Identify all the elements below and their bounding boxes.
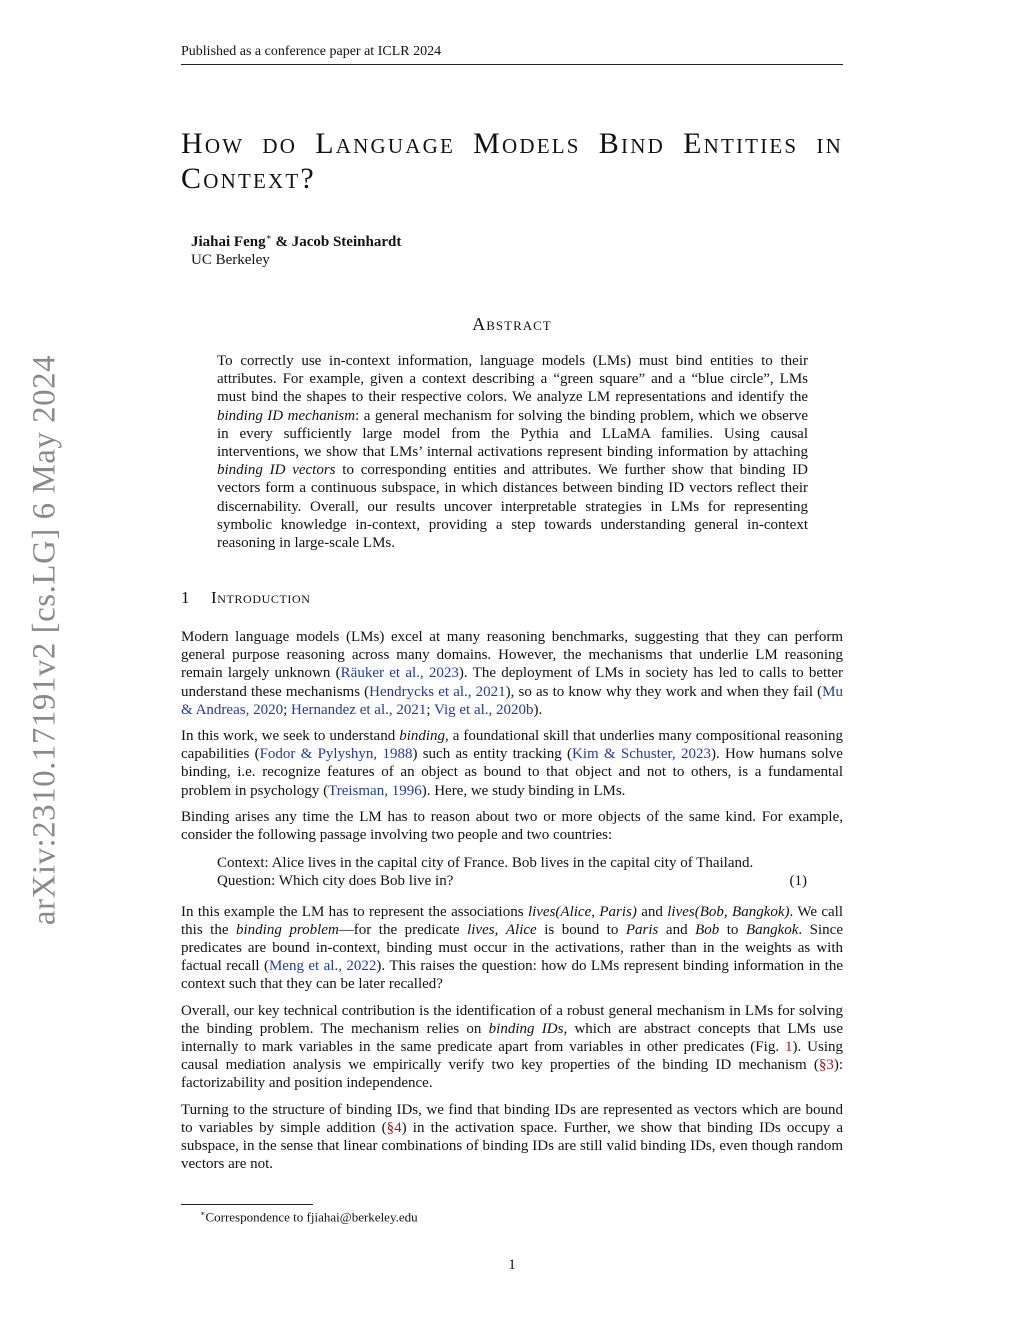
paragraph: In this example the LM has to represent the associations lives(Alice, Paris) and lives(Bob, Bangkok). We call this the binding problem—for the predicate lives, Alice is bound to Paris and Bob to Bangkok. Since predicates are bound in-context, binding must occur in the activations, rather than in the weights as with factual recall (Meng et al., 2022). This raises the question: how do LMs represent binding information in the context such that they can be later recalled? (181, 903, 844, 993)
example-passage (217, 854, 807, 890)
footnote-marker[interactable]: ∗ (265, 232, 272, 242)
running-header: Published as a conference paper at ICLR 2024 (181, 44, 843, 65)
section-title: Introduction (211, 588, 311, 607)
figure-ref-link[interactable]: 1 (784, 1039, 793, 1056)
example-question: Question: Which city does Bob live in? (217, 873, 454, 890)
introduction-body (181, 628, 843, 1181)
paragraph: Modern language models (LMs) excel at many reasoning benchmarks, suggesting that they can perform general purpose reasoning across many domains. However, the mechanisms that underlie LM reasoning remain largely unknown (Räuker et al., 2023). The deployment of LMs in society has led to calls to better understand these mechanisms (Hendrycks et al., 2021), so as to know why they work and when they fail (Mu & Andreas, 2020; Hernandez et al., 2021; Vig et al., 2020b). (181, 629, 843, 718)
footnote-divider (181, 1204, 313, 1205)
author-block (191, 228, 401, 269)
paragraph: Overall, our key technical contribution is the identification of a robust general mechanism in LMs for solving the binding problem. The mechanism relies on binding IDs, which are abstract concepts that LMs use internally to mark variables in the same predicate apart from variables in other predicates (Fig. 1). Using causal mediation analysis we empirically verify two key properties of the binding ID mechanism (§3): factorizability and position independence. (181, 1002, 844, 1092)
citation-link[interactable]: Fodor & Pylyshyn, 1988 (259, 746, 413, 763)
paper-title: How do Language Models Bind Entities in Context? (181, 127, 843, 195)
example-context: Context: Alice lives in the capital city of France. Bob lives in the capital city of Thailand. (217, 855, 754, 872)
paragraph: Binding arises any time the LM has to reason about two or more objects of the same kind. For example, consider the following passage involving two people and two countries: (181, 808, 843, 844)
author-name: Jacob Steinhardt (291, 234, 402, 250)
citation-link[interactable]: Räuker et al., 2023 (340, 665, 459, 682)
abstract-heading: Abstract (472, 314, 552, 334)
equation-number: (1) (789, 873, 807, 890)
section-number: 1 (181, 588, 191, 607)
section-heading (181, 588, 843, 608)
citation-link[interactable]: Meng et al., 2022 (268, 958, 377, 975)
paragraph: Turning to the structure of binding IDs, we find that binding IDs are represented as vectors which are bound to variables by simple addition (§4) in the activation space. Further, we show that binding IDs occupy a subspace, in the sense that linear combinations of binding IDs are still valid binding IDs, even though random vectors are not. (181, 1101, 843, 1173)
citation-link[interactable]: Mu & Andreas, 2020 (181, 683, 843, 718)
affiliation: UC Berkeley (191, 252, 270, 268)
page-number: 1 (508, 1257, 516, 1273)
section-ref-link[interactable]: §4 (386, 1119, 402, 1136)
author-name: Jiahai Feng (191, 234, 266, 250)
footnote-mark: ∗ (200, 1209, 206, 1218)
paragraph: In this work, we seek to understand binding, a foundational skill that underlies many compositional reasoning capabilities (Fodor & Pylyshyn, 1988) such as entity tracking (Kim & Schuster, 2023). How humans solve binding, i.e. recognize features of an object as bound to that object and not to others, is a fundamental problem in psychology (Treisman, 1996). Here, we study binding in LMs. (181, 728, 844, 799)
citation-link[interactable]: Vig et al., 2020b (434, 701, 534, 718)
citation-link[interactable]: Hernandez et al., 2021 (291, 701, 427, 718)
abstract-text: To correctly use in-context information, language models (LMs) must bind entities to their attributes. For example, given a context describing a “green square” and a “blue circle”, LMs must bind the shapes to their respective colors. We analyze LM representations and identify the binding ID mechanism: a general mechanism for solving the binding problem, which we observe in every sufficiently large model from the Pythia and LLaMA families. Using causal interventions, we show that LMs’ internal activations represent binding information by attaching binding ID vectors to corresponding entities and attributes. We further show that binding ID vectors form a continuous subspace, in which distances between binding ID vectors reflect their discernability. Overall, our results uncover interpretable strategies in LMs for representing symbolic knowledge in-context, providing a step towards understanding general in-context reasoning in large-scale LMs. (217, 353, 808, 552)
footnote-text: Correspondence to fjiahai@berkeley.edu (205, 1209, 418, 1225)
author-separator: & (271, 234, 292, 250)
citation-link[interactable]: Treisman, 1996 (328, 782, 422, 799)
citation-link[interactable]: Hendrycks et al., 2021 (369, 683, 506, 700)
arxiv-id[interactable]: arXiv:2310.17191v2 [cs.LG] 6 May 2024 (26, 354, 63, 926)
citation-link[interactable]: Kim & Schuster, 2023 (572, 746, 711, 763)
section-ref-link[interactable]: §3 (818, 1057, 834, 1074)
footnote (200, 1209, 418, 1225)
